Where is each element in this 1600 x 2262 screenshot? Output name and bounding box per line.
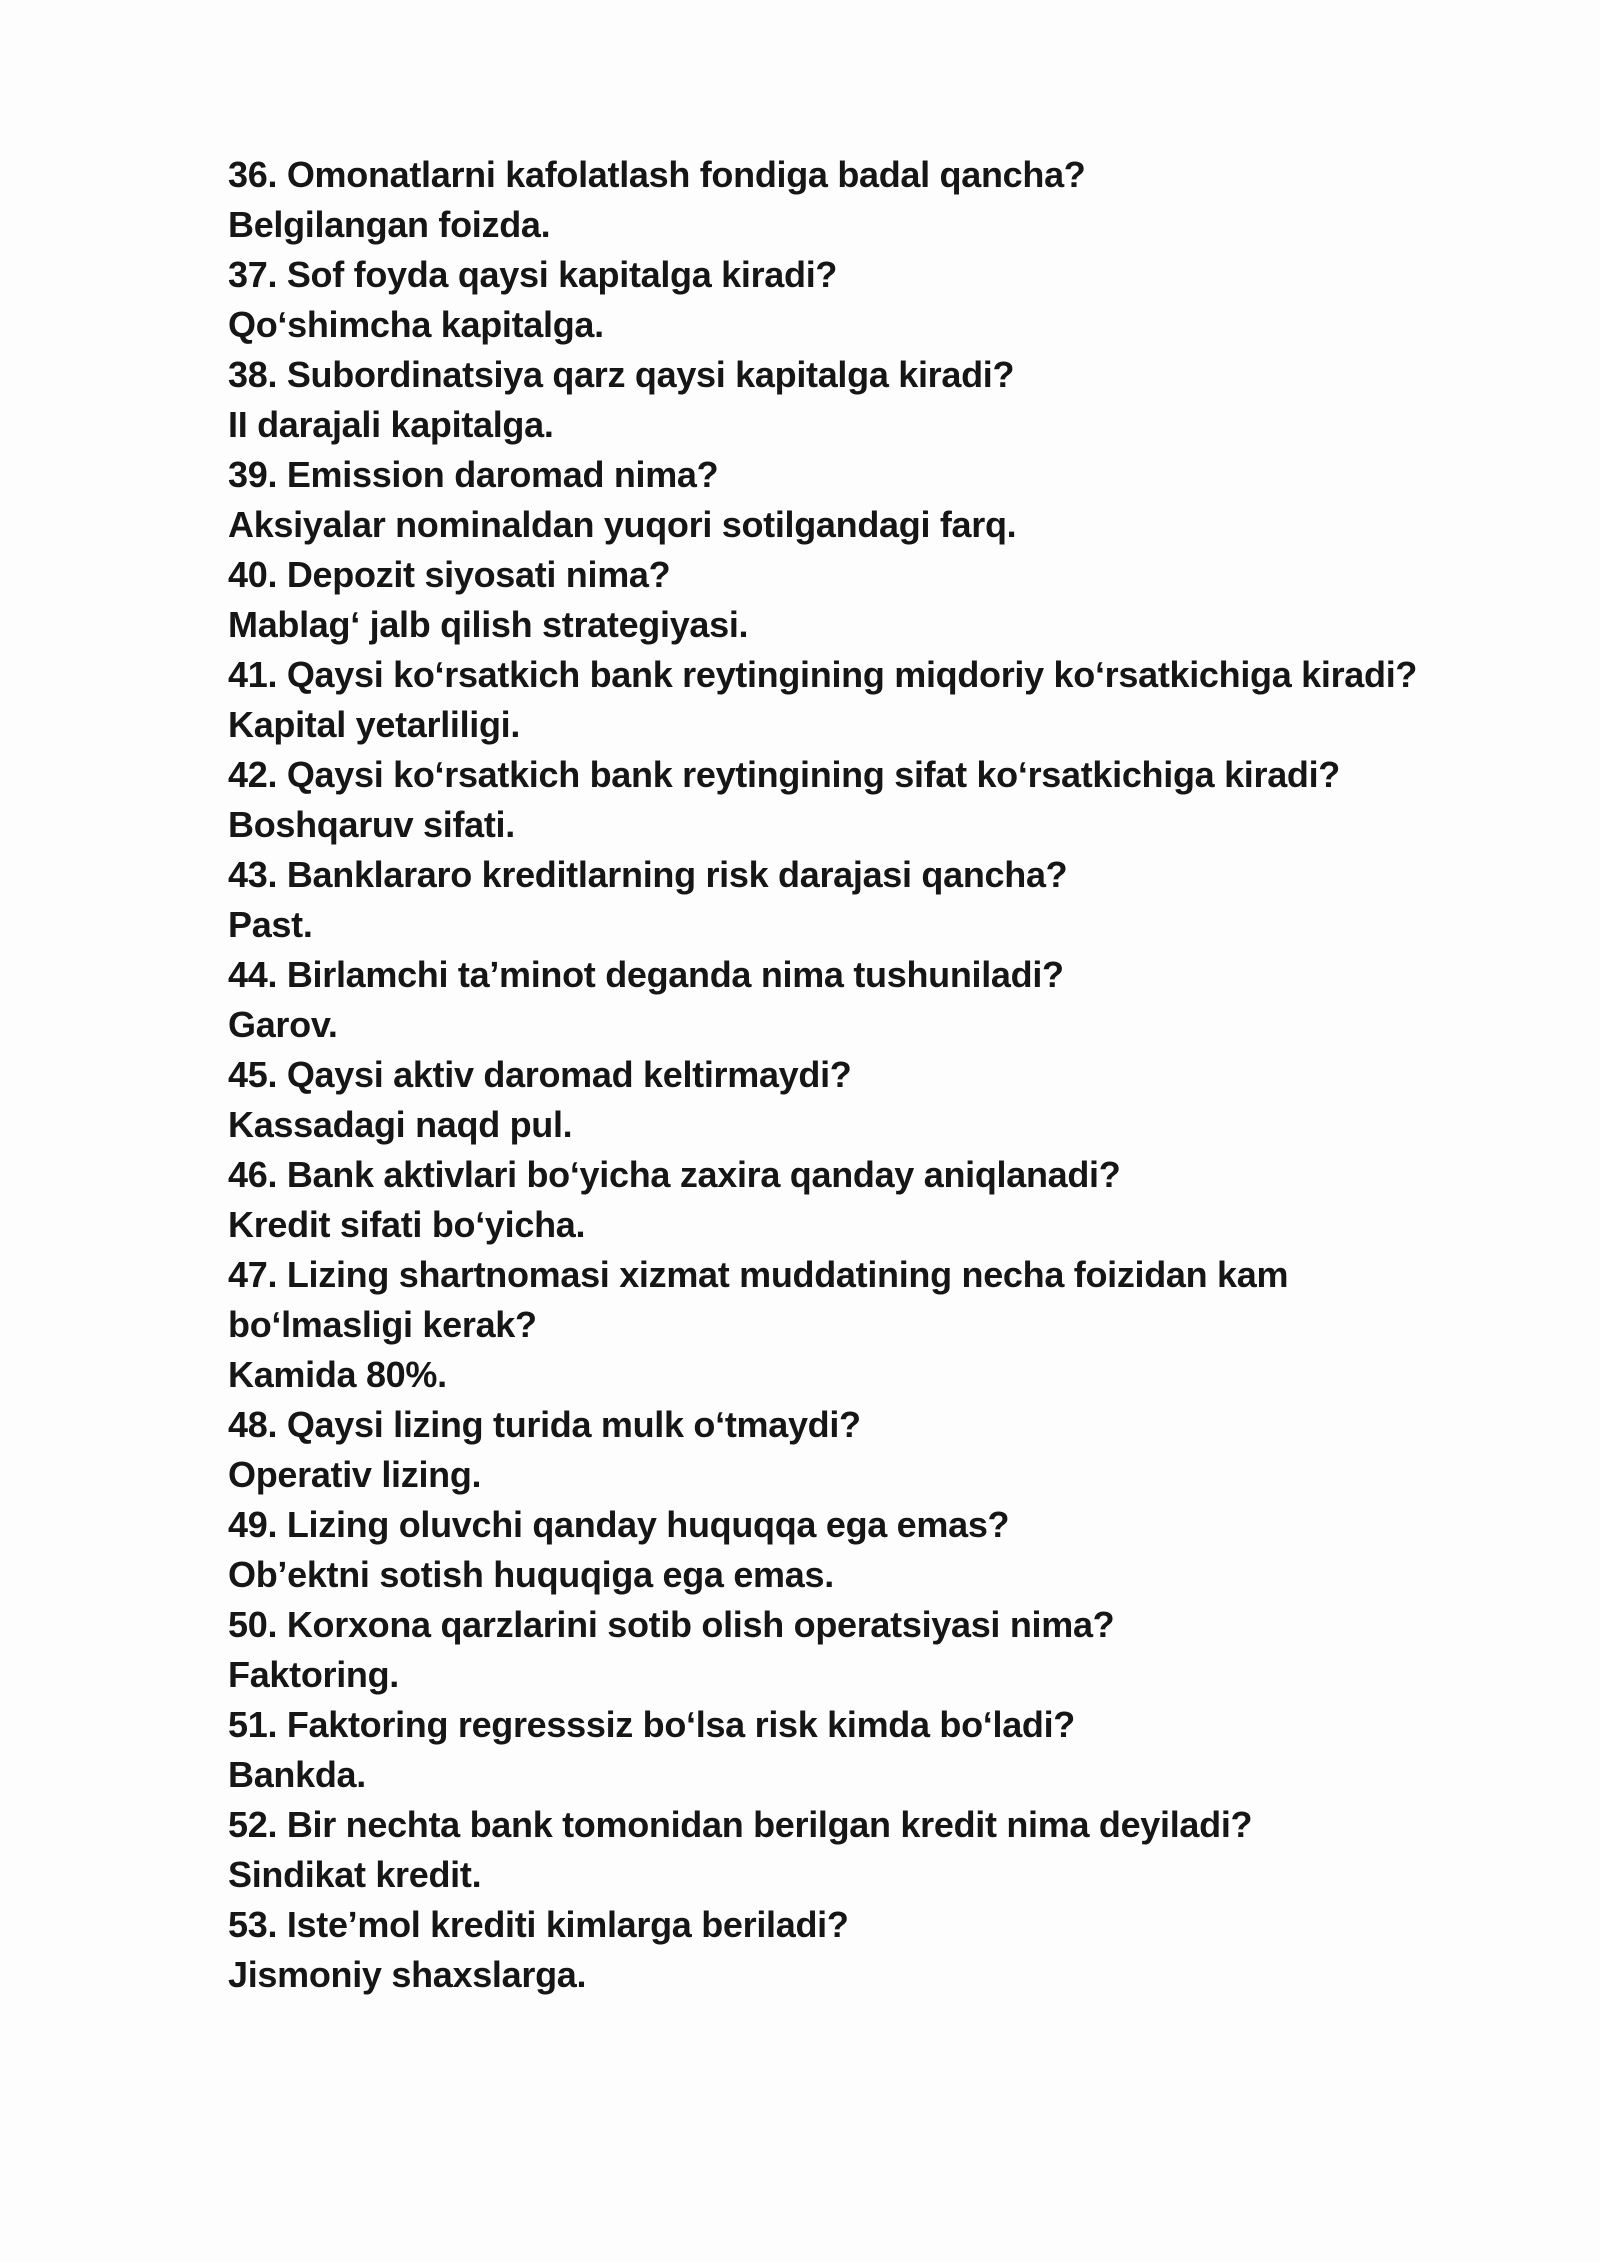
text-line-answer-50: Faktoring. bbox=[228, 1654, 400, 1695]
text-line-question-39: 39. Emission daromad nima? bbox=[228, 454, 719, 495]
text-line-answer-44: Garov. bbox=[228, 1004, 338, 1045]
text-line-answer-37: Qoʻshimcha kapitalga. bbox=[228, 304, 604, 345]
text-line-question-47-wrap: boʻlmasligi kerak? bbox=[228, 1304, 537, 1345]
text-line-answer-52: Sindikat kredit. bbox=[228, 1854, 482, 1895]
text-line-question-42: 42. Qaysi koʻrsatkich bank reytingining sifat koʻrsatkichiga kiradi? bbox=[228, 754, 1341, 795]
text-line-question-53: 53. Isteʼmol krediti kimlarga beriladi? bbox=[228, 1904, 849, 1945]
text-line-question-37: 37. Sof foyda qaysi kapitalga kiradi? bbox=[228, 254, 838, 295]
text-line-answer-47: Kamida 80%. bbox=[228, 1354, 447, 1395]
text-line-answer-49: Obʼektni sotish huquqiga ega emas. bbox=[228, 1554, 834, 1595]
text-line-answer-39: Aksiyalar nominaldan yuqori sotilgandagi farq. bbox=[228, 504, 1017, 545]
text-line-question-46: 46. Bank aktivlari boʻyicha zaxira qanday aniqlanadi? bbox=[228, 1154, 1121, 1195]
text-line-answer-48: Operativ lizing. bbox=[228, 1454, 482, 1495]
text-line-answer-46: Kredit sifati boʻyicha. bbox=[228, 1204, 586, 1245]
text-line-answer-53: Jismoniy shaxslarga. bbox=[228, 1954, 587, 1995]
text-line-question-50: 50. Korxona qarzlarini sotib olish operatsiyasi nima? bbox=[228, 1604, 1115, 1645]
text-line-answer-43: Past. bbox=[228, 904, 313, 945]
qa-text-block bbox=[228, 150, 1500, 2000]
text-line-question-52: 52. Bir nechta bank tomonidan berilgan kredit nima deyiladi? bbox=[228, 1804, 1253, 1845]
text-line-question-40: 40. Depozit siyosati nima? bbox=[228, 554, 671, 595]
text-line-answer-45: Kassadagi naqd pul. bbox=[228, 1104, 573, 1145]
text-line-answer-40: Mablagʻ jalb qilish strategiyasi. bbox=[228, 604, 749, 645]
text-line-question-36: 36. Omonatlarni kafolatlash fondiga badal qancha? bbox=[228, 154, 1086, 195]
text-line-question-43: 43. Banklararo kreditlarning risk darajasi qancha? bbox=[228, 854, 1068, 895]
text-line-answer-36: Belgilangan foizda. bbox=[228, 204, 551, 245]
text-line-question-44: 44. Birlamchi taʼminot deganda nima tushuniladi? bbox=[228, 954, 1064, 995]
text-line-answer-42: Boshqaruv sifati. bbox=[228, 804, 515, 845]
text-line-question-41: 41. Qaysi koʻrsatkich bank reytingining miqdoriy koʻrsatkichiga kiradi? bbox=[228, 654, 1418, 695]
text-line-answer-51: Bankda. bbox=[228, 1754, 366, 1795]
text-line-question-48: 48. Qaysi lizing turida mulk oʻtmaydi? bbox=[228, 1404, 861, 1445]
text-line-question-47: 47. Lizing shartnomasi xizmat muddatining necha foizidan kam bbox=[228, 1254, 1289, 1295]
text-line-question-38: 38. Subordinatsiya qarz qaysi kapitalga kiradi? bbox=[228, 354, 1015, 395]
text-line-answer-38: II darajali kapitalga. bbox=[228, 404, 554, 445]
text-line-question-49: 49. Lizing oluvchi qanday huquqqa ega emas? bbox=[228, 1504, 1010, 1545]
text-line-answer-41: Kapital yetarliligi. bbox=[228, 704, 521, 745]
text-line-question-51: 51. Faktoring regresssiz boʻlsa risk kimda boʻladi? bbox=[228, 1704, 1075, 1745]
text-line-question-45: 45. Qaysi aktiv daromad keltirmaydi? bbox=[228, 1054, 852, 1095]
